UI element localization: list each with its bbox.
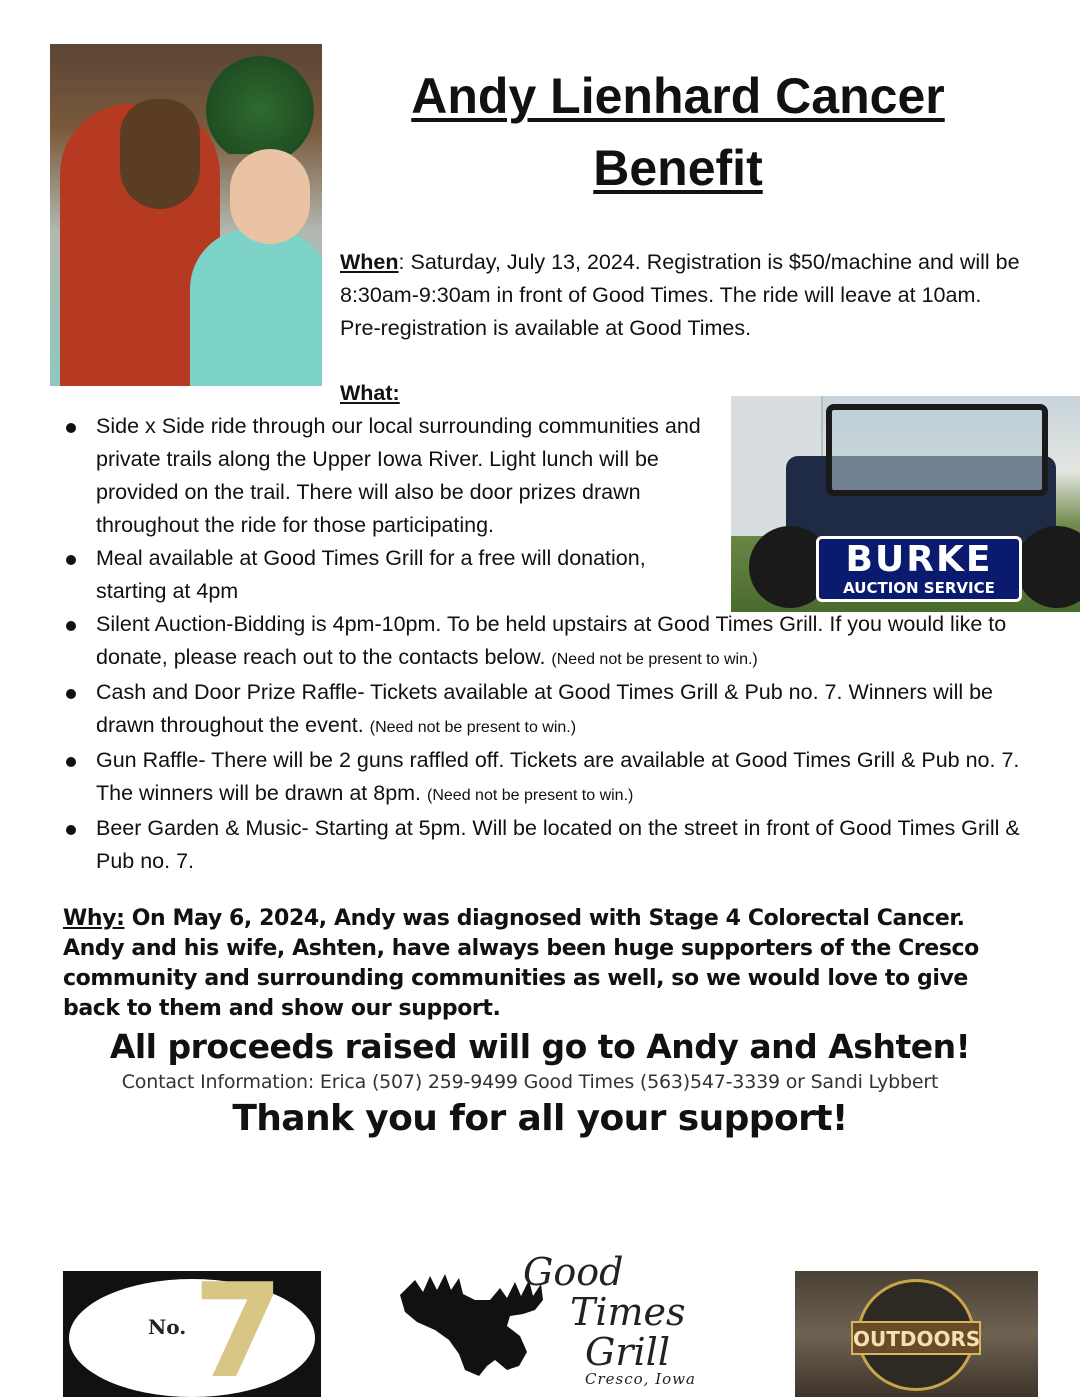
list-item xyxy=(60,676,1025,744)
why-text: On May 6, 2024, Andy was diagnosed with Stage 4 Colorectal Cancer. Andy and his wife, Ashten, have always been huge supporters of the Cresco community and surrounding communities as well, so we would love to give back to them and show our support. xyxy=(63,906,979,1021)
bullet-dot-icon xyxy=(66,757,76,767)
list-item-text: Side x Side ride through our local surrounding communities and private trails along the Upper Iowa River. Light lunch will be provided on the trail. There will also be door prizes drawn throughout the ride for those participating. xyxy=(96,414,701,537)
page-title: Andy Lienhard Cancer Benefit xyxy=(411,68,945,196)
good-times-grill-logo xyxy=(395,1250,735,1397)
bullet-dot-icon xyxy=(66,621,76,631)
list-item-note: (Need not be present to win.) xyxy=(551,651,758,668)
gtg-word-grill: Grill xyxy=(585,1330,670,1374)
list-item-note: (Need not be present to win.) xyxy=(427,787,634,804)
outdoors-name: OUTDOORS xyxy=(851,1321,981,1355)
pub-no7-logo xyxy=(63,1271,321,1397)
list-item xyxy=(60,542,716,608)
list-item-text: Silent Auction-Bidding is 4pm-10pm. To be held upstairs at Good Times Grill. If you would like to donate, please reach out to the contacts below. xyxy=(96,612,1007,669)
list-item xyxy=(60,744,1025,812)
no7-number: 7 xyxy=(193,1271,284,1397)
list-item-text: Cash and Door Prize Raffle- Tickets available at Good Times Grill & Pub no. 7. Winners will be drawn throughout the event. xyxy=(96,680,994,737)
gtg-word-good: Good xyxy=(523,1250,624,1294)
bullet-dot-icon xyxy=(66,689,76,699)
when-text: : Saturday, July 13, 2024. Registration is $50/machine and will be 8:30am-9:30am in front of Good Times. The ride will leave at 10am. Pre-registration is available at Good Times. xyxy=(340,250,1020,340)
proceeds-heading: All proceeds raised will go to Andy and Ashten! xyxy=(109,1027,971,1066)
list-item-text: Gun Raffle- There will be 2 guns raffled off. Tickets are available at Good Times Grill & Pub no. 7. The winners will be drawn at 8pm. xyxy=(96,748,1020,805)
bullet-dot-icon xyxy=(66,555,76,565)
burke-logo-sub: AUCTION SERVICE xyxy=(843,579,995,597)
why-paragraph xyxy=(63,904,1013,1024)
outdoors-logo xyxy=(795,1271,1038,1397)
contact-info: Contact Information: Erica (507) 259-9499 Good Times (563)547-3339 or Sandi Lybbert xyxy=(121,1071,939,1093)
no7-label: No. xyxy=(148,1315,187,1339)
what-list xyxy=(60,410,1025,878)
why-label: Why: xyxy=(63,906,125,931)
list-item xyxy=(60,812,1025,878)
list-item-note: (Need not be present to win.) xyxy=(369,719,577,736)
what-label: What: xyxy=(340,381,400,405)
list-item-text: Meal available at Good Times Grill for a free will donation, starting at 4pm xyxy=(96,546,646,603)
bullet-dot-icon xyxy=(66,825,76,835)
gtg-city: Cresco, Iowa xyxy=(585,1370,696,1388)
when-paragraph xyxy=(340,246,1020,345)
gtg-word-times: Times xyxy=(570,1290,686,1334)
list-item xyxy=(60,410,716,542)
burke-logo-name: BURKE xyxy=(845,539,993,580)
list-item-text: Beer Garden & Music- Starting at 5pm. Will be located on the street in front of Good Times Grill & Pub no. 7. xyxy=(96,816,1020,873)
couple-photo xyxy=(50,44,322,386)
bullet-dot-icon xyxy=(66,423,76,433)
thanks-heading: Thank you for all your support! xyxy=(232,1098,848,1139)
when-label: When xyxy=(340,250,399,274)
list-item xyxy=(60,608,1025,676)
